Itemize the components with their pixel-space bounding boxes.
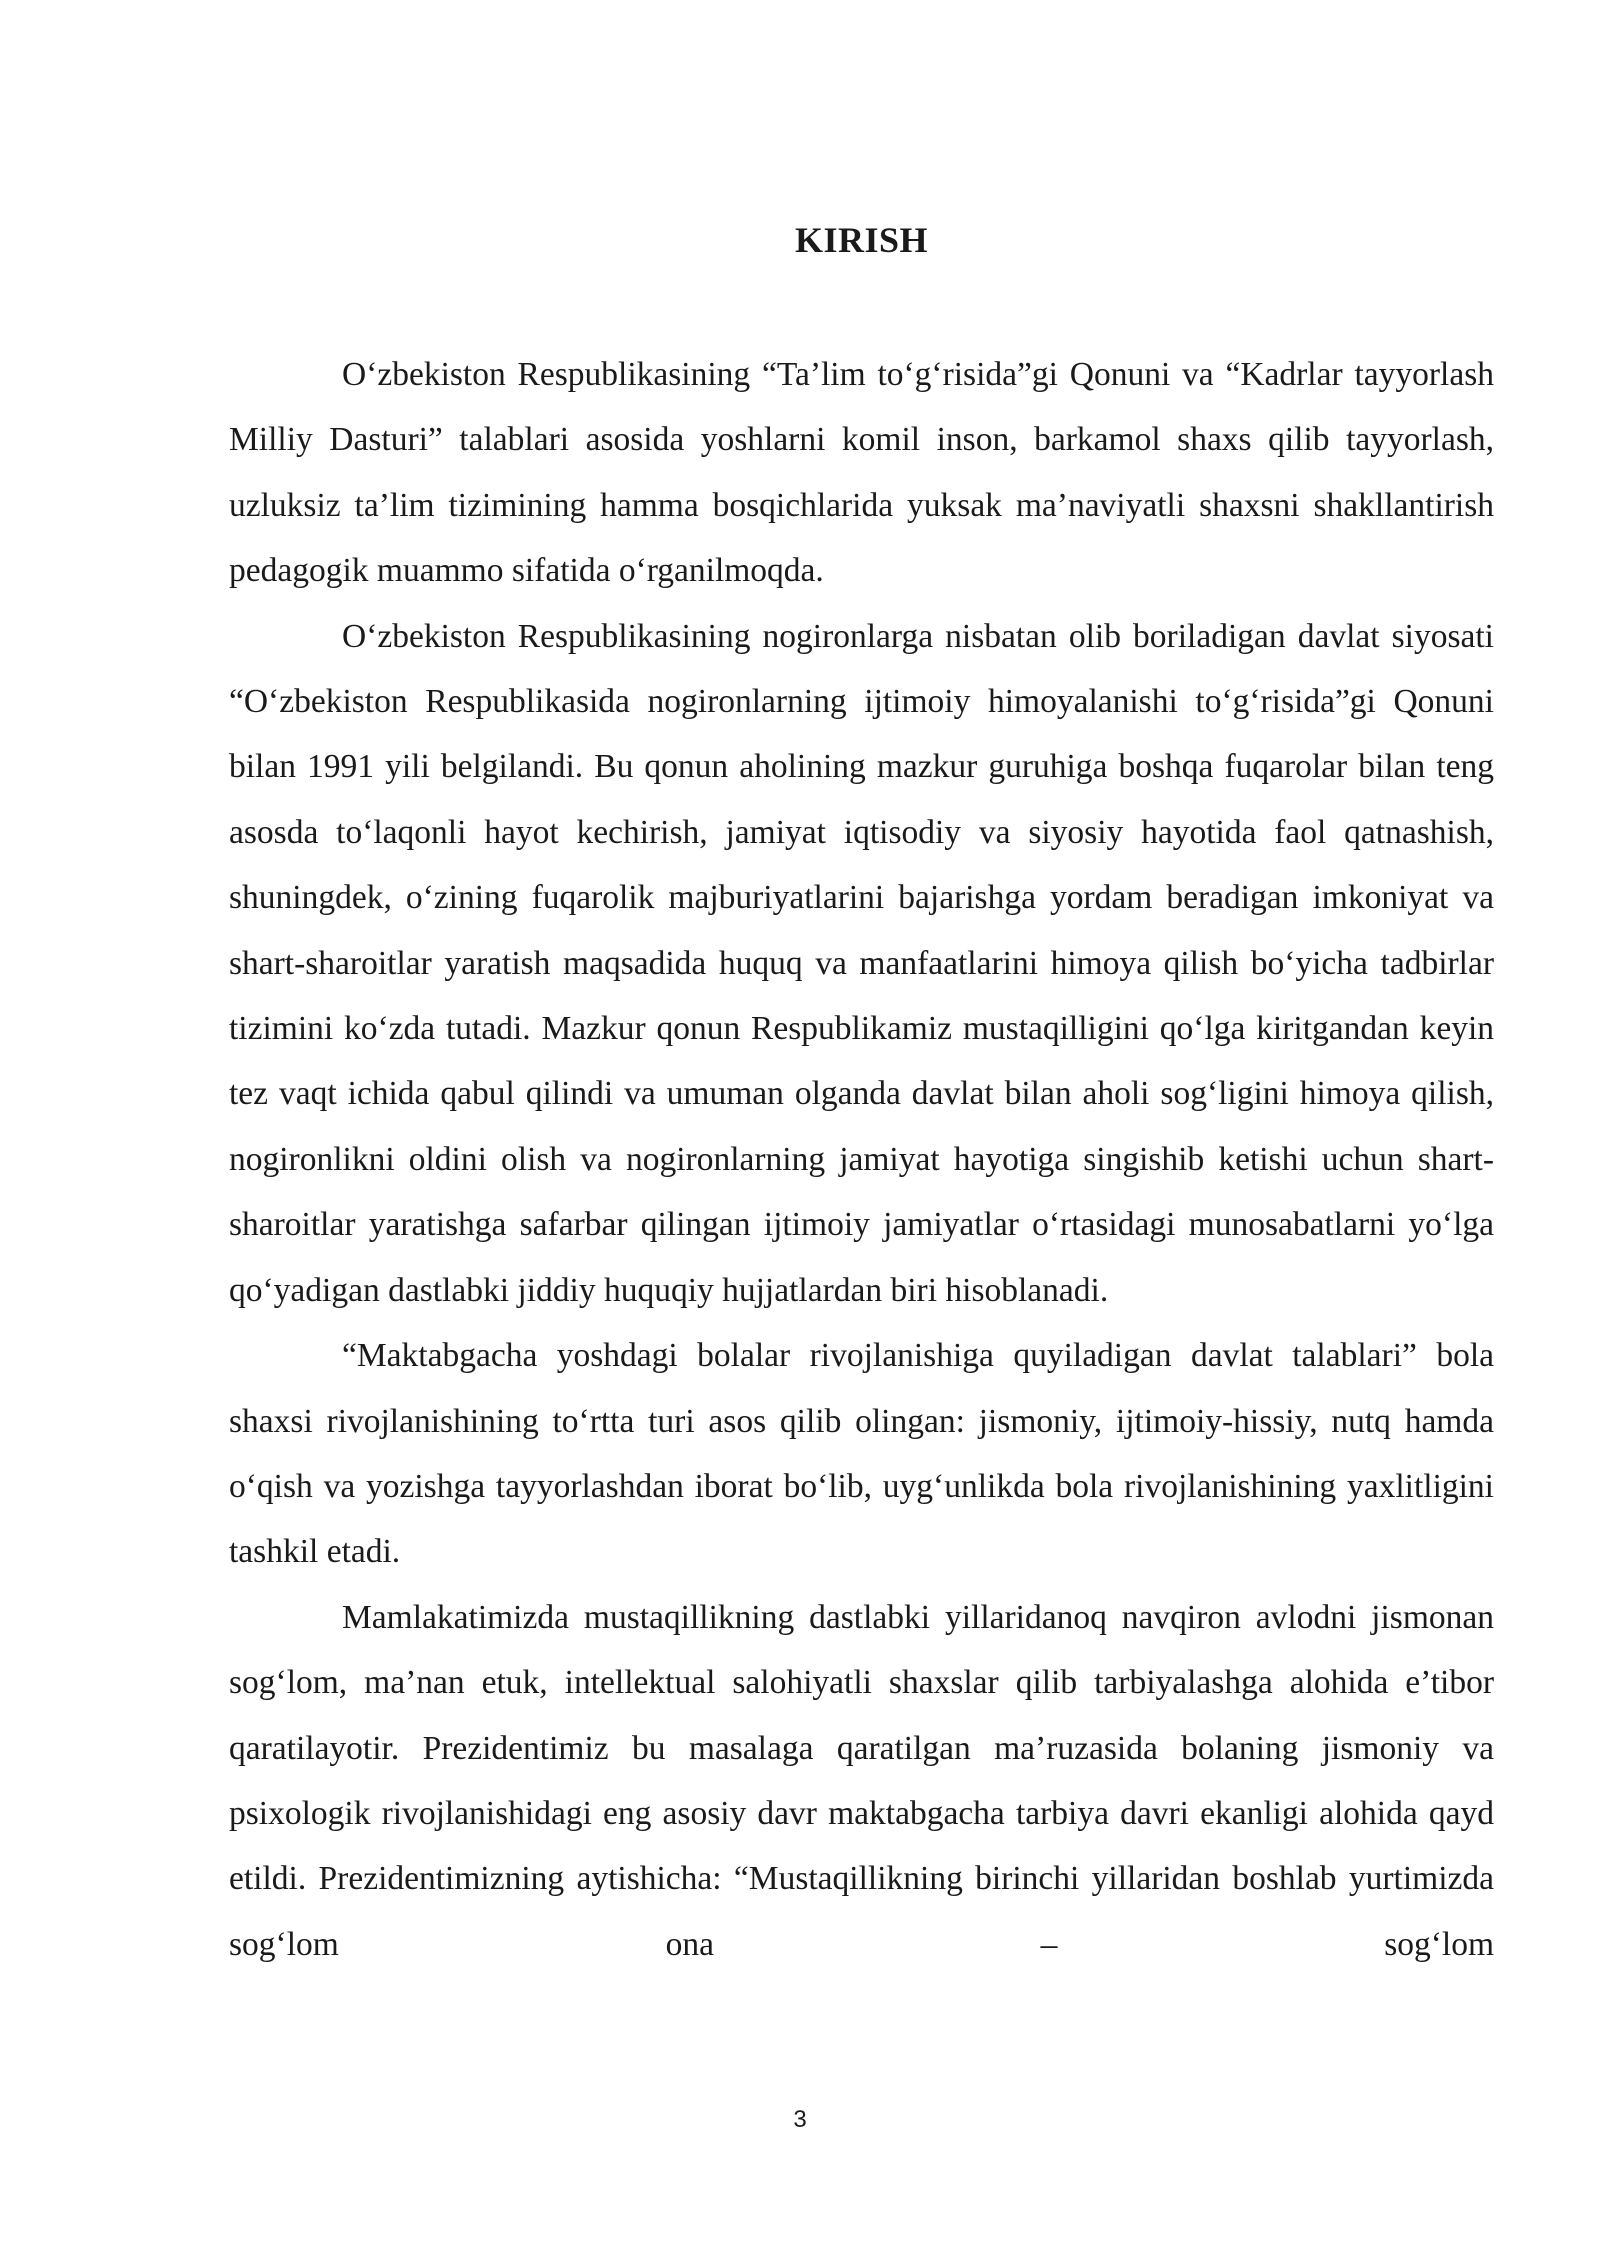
paragraph-2: O‘zbekiston Respublikasining nogironlarga nisbatan olib boriladigan davlat siyosati “O‘zbekiston Respublikasida nogironlarning ijtimoiy himoyalanishi to‘g‘risida”gi Qonuni bilan 1991 yili belgilandi. Bu qonun aholining mazkur guruhiga boshqa fuqarolar bilan teng asosda to‘laqonli hayot kechirish, jamiyat iqtisodiy va siyosiy hayotida faol qatnashish, shuningdek, o‘zining fuqarolik majburiyatlarini bajarishga yordam beradigan imkoniyat va shart-sharoitlar yaratish maqsadida huquq va manfaatlarini himoya qilish bo‘yicha tadbirlar tizimini ko‘zda tutadi. Mazkur qonun Respublikamiz mustaqilligini qo‘lga kiritgandan keyin tez vaqt ichida qabul qilindi va umuman olganda davlat bilan aholi sog‘ligini himoya qilish, nogironlikni oldini olish va nogironlarning jamiyat hayotiga singishib ketishi uchun shart-sharoitlar yaratishga safarbar qilingan ijtimoiy jamiyatlar o‘rtasidagi munosabatlarni yo‘lga qo‘yadigan dastlabki jiddiy huquqiy hujjatlardan biri hisoblanadi.: [229, 617, 1494, 1309]
page-title: KIRISH: [794, 220, 929, 260]
paragraph-1: O‘zbekiston Respublikasining “Ta’lim to‘g‘risida”gi Qonuni va “Kadrlar tayyorlash Milliy Dasturi” talablari asosida yoshlarni komil inson, barkamol shaxs qilib tayyorlash, uzluksiz ta’lim tizimining hamma bosqichlarida yuksak ma’naviyatli shaxsni shakllantirish pedagogik muammo sifatida o‘rganilmoqda.: [229, 356, 1494, 590]
paragraph-4: Mamlakatimizda mustaqillikning dastlabki yillaridanoq navqiron avlodni jismonan sog‘lom, ma’nan etuk, intellektual salohiyatli shaxslar qilib tarbiyalashga alohida e’tibor qaratilayotir. Prezidentimiz bu masalaga qaratilgan ma’ruzasida bolaning jismoniy va psixologik rivojlanishidagi eng asosiy davr maktabgacha tarbiya davri ekanligi alohida qayd etildi. Prezidentimizning aytishicha: “Mustaqillikning birinchi yillaridan boshlab yurtimizda sog‘lom ona – sog‘lom: [229, 1598, 1494, 1963]
paragraph-3: “Maktabgacha yoshdagi bolalar rivojlanishiga quyiladigan davlat talablari” bola shaxsi rivojlanishining to‘rtta turi asos qilib olingan: jismoniy, ijtimoiy-hissiy, nutq hamda o‘qish va yozishga tayyorlashdan iborat bo‘lib, uyg‘unlikda bola rivojlanishining yaxlitligini tashkil etadi.: [229, 1337, 1494, 1571]
page-number: 3: [793, 2106, 807, 2133]
body-text: [229, 342, 1494, 1977]
